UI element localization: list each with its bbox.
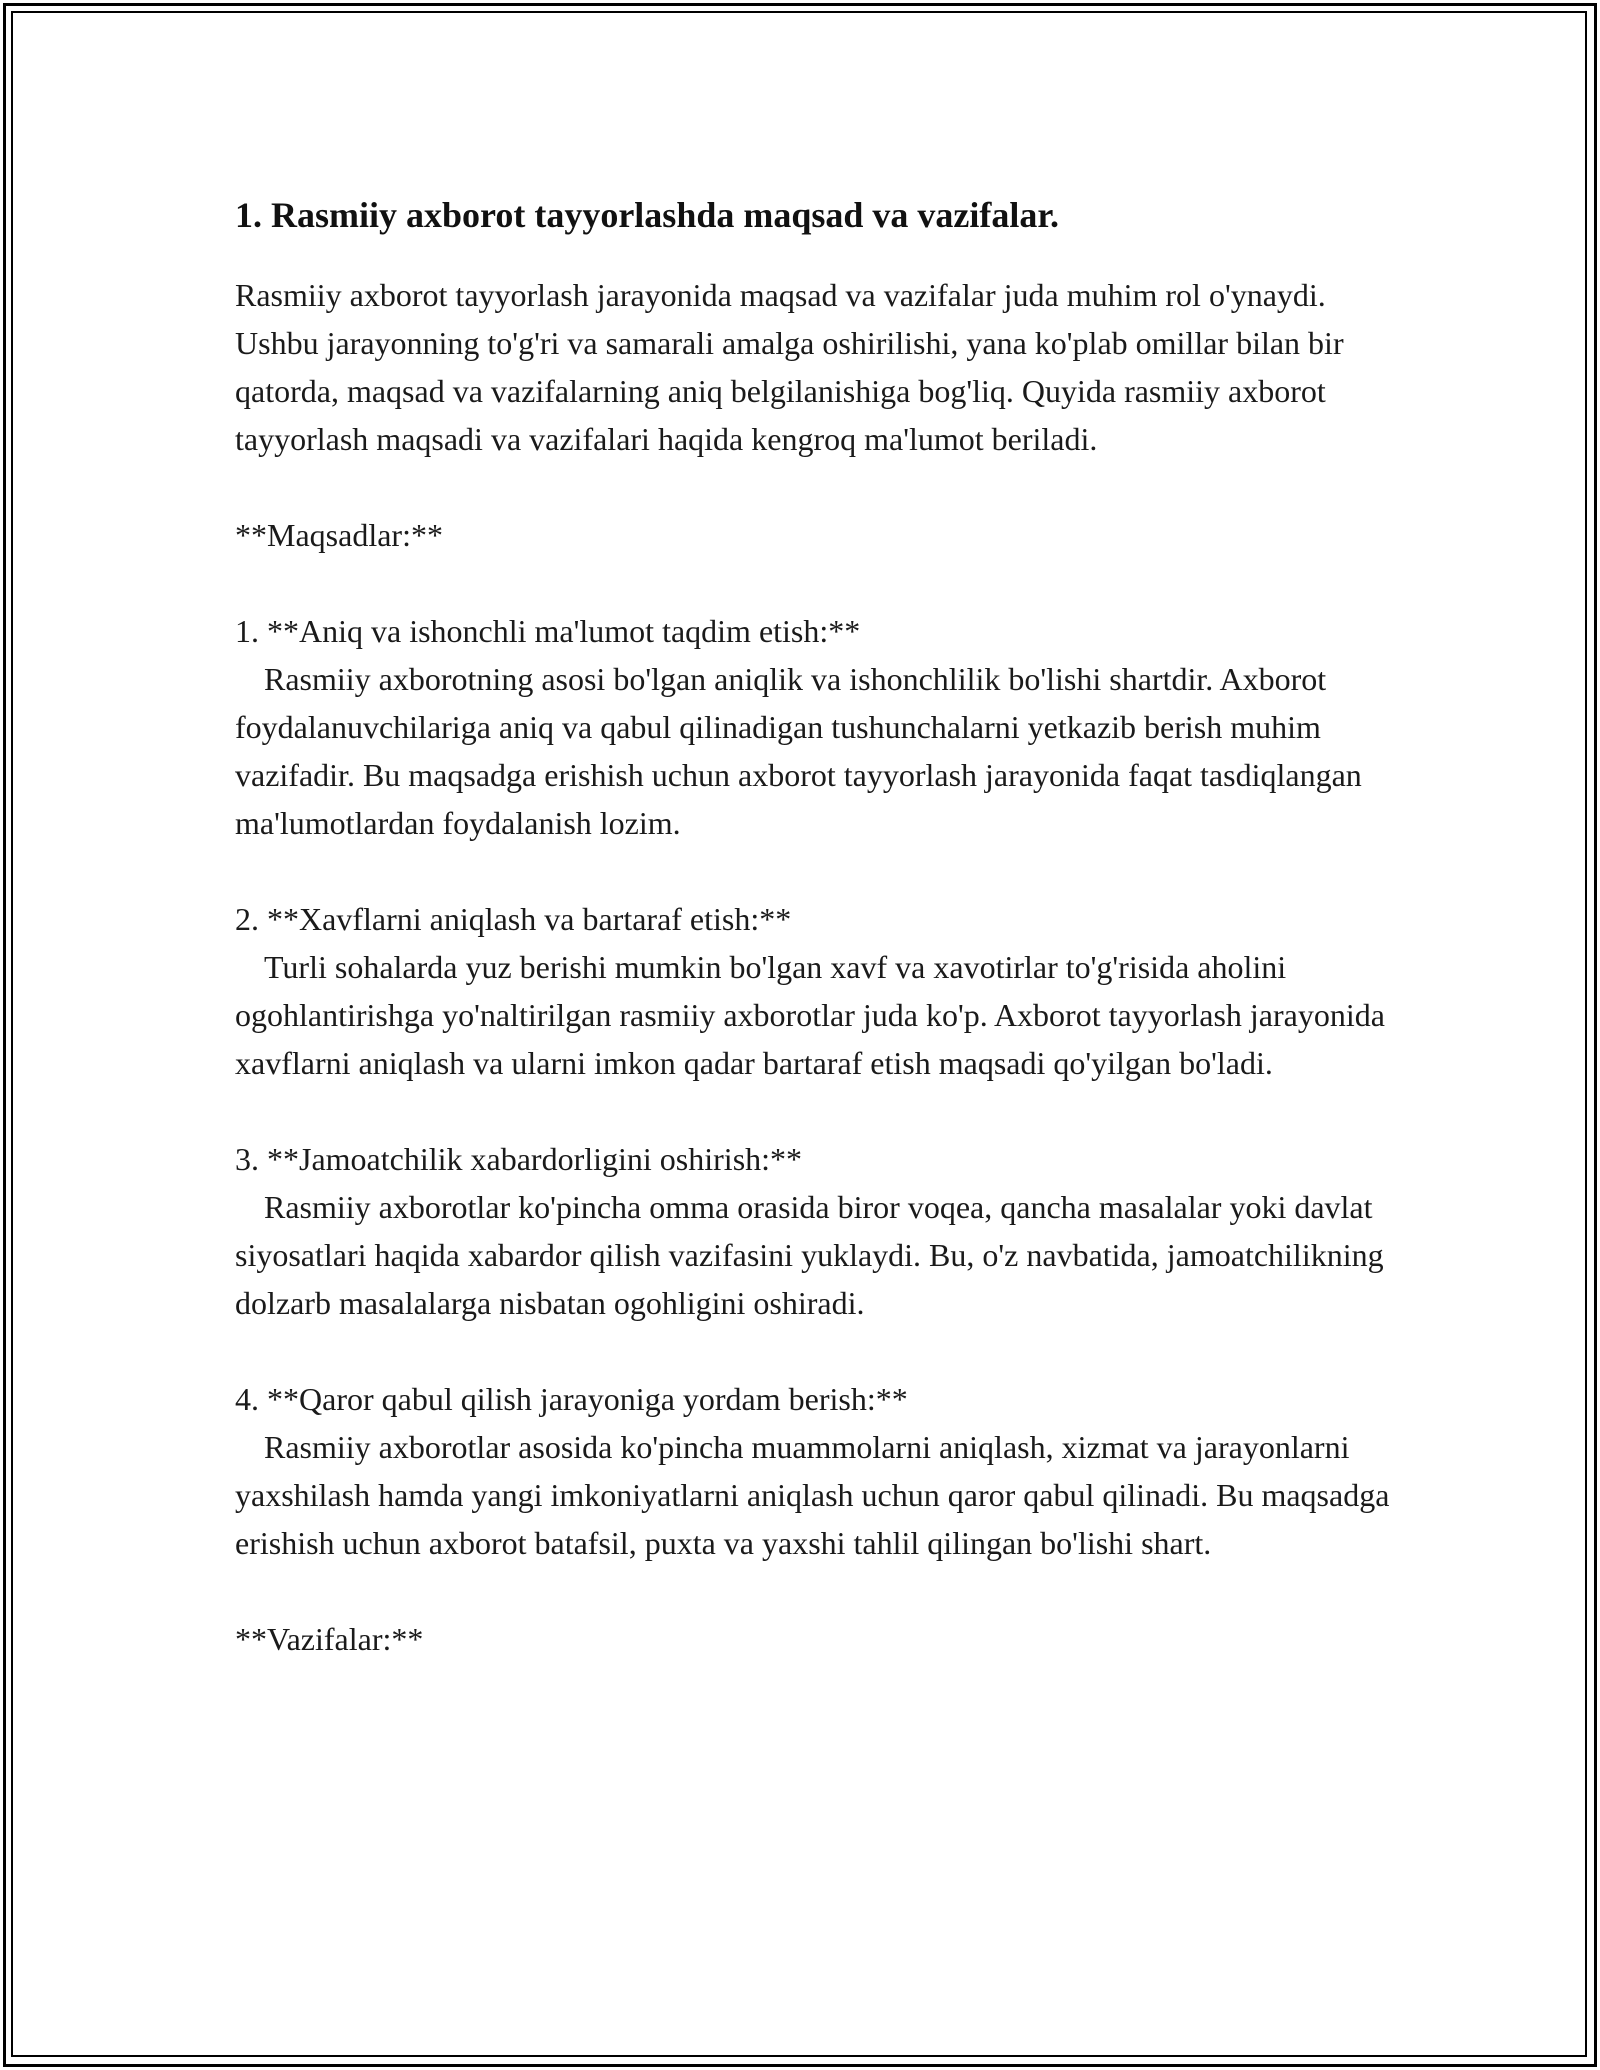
goal-heading: 2. **Xavflarni aniqlash va bartaraf etish:**	[235, 901, 792, 937]
spacer	[235, 847, 1395, 895]
document-title: 1. Rasmiiy axborot tayyorlashda maqsad va vazifalar.	[235, 195, 1060, 235]
goal-body	[235, 655, 1395, 847]
goal-item-1	[235, 607, 1395, 847]
spacer	[235, 1327, 1395, 1375]
spacer	[235, 463, 1395, 511]
goal-body-text: Rasmiiy axborotlar asosida ko'pincha muammolarni aniqlash, xizmat va jarayonlarni yaxshilash hamda yangi imkoniyatlarni aniqlash uchun qaror qabul qilinadi. Bu maqsadga erishish uchun axborot batafsil, puxta va yaxshi tahlil qilingan bo'lishi shart.	[235, 1429, 1390, 1561]
goal-item-4	[235, 1375, 1395, 1567]
goal-body-text: Rasmiiy axborotlar ko'pincha omma orasida biror voqea, qancha masalalar yoki davlat siyosatlari haqida xabardor qilish vazifasini yuklaydi. Bu, o'z navbatida, jamoatchilikning dolzarb masalalarga nisbatan ogohligini oshiradi.	[235, 1189, 1384, 1321]
tasks-heading: **Vazifalar:**	[235, 1621, 424, 1657]
document-body	[235, 185, 1395, 1663]
goal-body-text: Rasmiiy axborotning asosi bo'lgan aniqlik va ishonchlilik bo'lishi shartdir. Axborot foydalanuvchilariga aniq va qabul qilinadigan tushunchalarni yetkazib berish muhim vazifadir. Bu maqsadga erishish uchun axborot tayyorlash jarayonida faqat tasdiqlangan ma'lumotlardan foydalanish lozim.	[235, 661, 1362, 841]
intro-paragraph: Rasmiiy axborot tayyorlash jarayonida maqsad va vazifalar juda muhim rol o'ynaydi. Ushbu jarayonning to'g'ri va samarali amalga oshirilishi, yana ko'plab omillar bilan bir qatorda, maqsad va vazifalarning aniq belgilanishiga bog'liq. Quyida rasmiiy axborot tayyorlash maqsadi va vazifalari haqida kengroq ma'lumot beriladi.	[235, 277, 1344, 457]
spacer	[235, 1567, 1395, 1615]
goal-body	[235, 1423, 1395, 1567]
goal-item-3	[235, 1135, 1395, 1327]
goal-item-2	[235, 895, 1395, 1087]
goal-body-text: Turli sohalarda yuz berishi mumkin bo'lgan xavf va xavotirlar to'g'risida aholini ogohlantirishga yo'naltirilgan rasmiiy axborotlar juda ko'p. Axborot tayyorlash jarayonida xavflarni aniqlash va ularni imkon qadar bartaraf etish maqsadi qo'yilgan bo'ladi.	[235, 949, 1385, 1081]
spacer	[235, 559, 1395, 607]
goal-body	[235, 943, 1395, 1087]
goal-heading: 3. **Jamoatchilik xabardorligini oshirish:**	[235, 1141, 803, 1177]
goal-heading: 4. **Qaror qabul qilish jarayoniga yordam berish:**	[235, 1381, 908, 1417]
spacer	[235, 1087, 1395, 1135]
goal-heading: 1. **Aniq va ishonchli ma'lumot taqdim etish:**	[235, 613, 861, 649]
goals-heading: **Maqsadlar:**	[235, 517, 443, 553]
goal-body	[235, 1183, 1395, 1327]
